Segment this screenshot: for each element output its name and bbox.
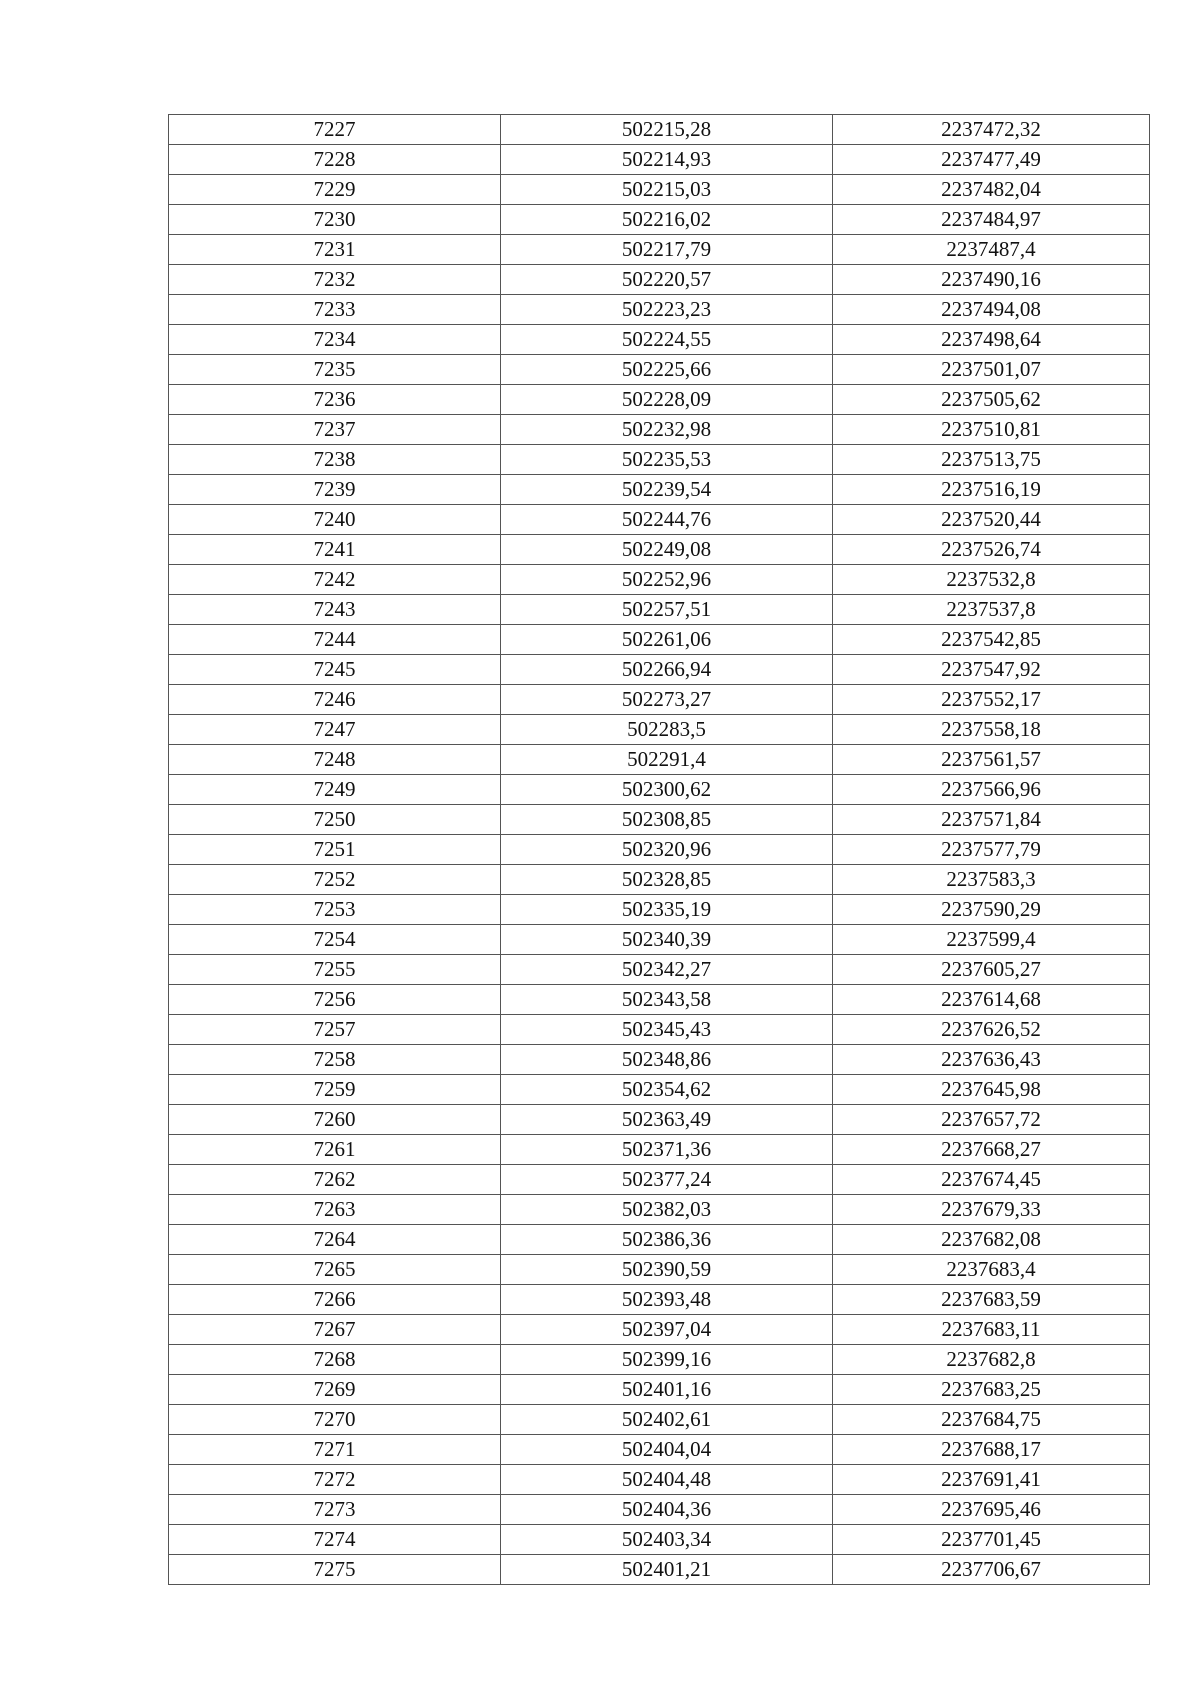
- y-coordinate-cell: 2237577,79: [833, 835, 1150, 865]
- y-coordinate-cell: 2237684,75: [833, 1405, 1150, 1435]
- x-coordinate-cell: 502261,06: [501, 625, 833, 655]
- point-number-cell: 7238: [169, 445, 501, 475]
- point-number-cell: 7233: [169, 295, 501, 325]
- y-coordinate-cell: 2237590,29: [833, 895, 1150, 925]
- y-coordinate-cell: 2237520,44: [833, 505, 1150, 535]
- table-row: [169, 1495, 1150, 1525]
- table-row: [169, 475, 1150, 505]
- point-number-cell: 7235: [169, 355, 501, 385]
- x-coordinate-cell: 502382,03: [501, 1195, 833, 1225]
- table-row: [169, 415, 1150, 445]
- table-row: [169, 685, 1150, 715]
- x-coordinate-cell: 502308,85: [501, 805, 833, 835]
- y-coordinate-cell: 2237701,45: [833, 1525, 1150, 1555]
- point-number-cell: 7256: [169, 985, 501, 1015]
- x-coordinate-cell: 502291,4: [501, 745, 833, 775]
- y-coordinate-cell: 2237501,07: [833, 355, 1150, 385]
- point-number-cell: 7247: [169, 715, 501, 745]
- y-coordinate-cell: 2237668,27: [833, 1135, 1150, 1165]
- x-coordinate-cell: 502402,61: [501, 1405, 833, 1435]
- y-coordinate-cell: 2237605,27: [833, 955, 1150, 985]
- table-row: [169, 295, 1150, 325]
- y-coordinate-cell: 2237679,33: [833, 1195, 1150, 1225]
- table-row: [169, 355, 1150, 385]
- x-coordinate-cell: 502401,21: [501, 1555, 833, 1585]
- table-row: [169, 955, 1150, 985]
- x-coordinate-cell: 502223,23: [501, 295, 833, 325]
- x-coordinate-cell: 502214,93: [501, 145, 833, 175]
- x-coordinate-cell: 502239,54: [501, 475, 833, 505]
- y-coordinate-cell: 2237674,45: [833, 1165, 1150, 1195]
- y-coordinate-cell: 2237532,8: [833, 565, 1150, 595]
- table-row: [169, 595, 1150, 625]
- point-number-cell: 7265: [169, 1255, 501, 1285]
- table-row: [169, 865, 1150, 895]
- point-number-cell: 7272: [169, 1465, 501, 1495]
- table-row: [169, 145, 1150, 175]
- table-row: [169, 805, 1150, 835]
- x-coordinate-cell: 502244,76: [501, 505, 833, 535]
- table-row: [169, 1015, 1150, 1045]
- y-coordinate-cell: 2237561,57: [833, 745, 1150, 775]
- point-number-cell: 7243: [169, 595, 501, 625]
- point-number-cell: 7248: [169, 745, 501, 775]
- point-number-cell: 7236: [169, 385, 501, 415]
- table-row: [169, 265, 1150, 295]
- x-coordinate-cell: 502397,04: [501, 1315, 833, 1345]
- point-number-cell: 7263: [169, 1195, 501, 1225]
- point-number-cell: 7228: [169, 145, 501, 175]
- point-number-cell: 7252: [169, 865, 501, 895]
- y-coordinate-cell: 2237490,16: [833, 265, 1150, 295]
- point-number-cell: 7253: [169, 895, 501, 925]
- table-row: [169, 835, 1150, 865]
- x-coordinate-cell: 502371,36: [501, 1135, 833, 1165]
- point-number-cell: 7273: [169, 1495, 501, 1525]
- x-coordinate-cell: 502257,51: [501, 595, 833, 625]
- x-coordinate-cell: 502235,53: [501, 445, 833, 475]
- x-coordinate-cell: 502320,96: [501, 835, 833, 865]
- table-row: [169, 325, 1150, 355]
- point-number-cell: 7270: [169, 1405, 501, 1435]
- point-number-cell: 7266: [169, 1285, 501, 1315]
- point-number-cell: 7255: [169, 955, 501, 985]
- x-coordinate-cell: 502404,36: [501, 1495, 833, 1525]
- x-coordinate-cell: 502386,36: [501, 1225, 833, 1255]
- x-coordinate-cell: 502401,16: [501, 1375, 833, 1405]
- y-coordinate-cell: 2237513,75: [833, 445, 1150, 475]
- y-coordinate-cell: 2237682,8: [833, 1345, 1150, 1375]
- y-coordinate-cell: 2237552,17: [833, 685, 1150, 715]
- point-number-cell: 7249: [169, 775, 501, 805]
- y-coordinate-cell: 2237683,4: [833, 1255, 1150, 1285]
- table-row: [169, 205, 1150, 235]
- y-coordinate-cell: 2237487,4: [833, 235, 1150, 265]
- x-coordinate-cell: 502216,02: [501, 205, 833, 235]
- point-number-cell: 7260: [169, 1105, 501, 1135]
- x-coordinate-cell: 502225,66: [501, 355, 833, 385]
- point-number-cell: 7261: [169, 1135, 501, 1165]
- point-number-cell: 7251: [169, 835, 501, 865]
- table-row: [169, 385, 1150, 415]
- y-coordinate-cell: 2237472,32: [833, 115, 1150, 145]
- point-number-cell: 7274: [169, 1525, 501, 1555]
- y-coordinate-cell: 2237682,08: [833, 1225, 1150, 1255]
- table-row: [169, 1465, 1150, 1495]
- x-coordinate-cell: 502273,27: [501, 685, 833, 715]
- point-number-cell: 7268: [169, 1345, 501, 1375]
- x-coordinate-cell: 502377,24: [501, 1165, 833, 1195]
- table-row: [169, 1135, 1150, 1165]
- table-row: [169, 895, 1150, 925]
- y-coordinate-cell: 2237583,3: [833, 865, 1150, 895]
- table-row: [169, 1285, 1150, 1315]
- point-number-cell: 7232: [169, 265, 501, 295]
- y-coordinate-cell: 2237537,8: [833, 595, 1150, 625]
- x-coordinate-cell: 502393,48: [501, 1285, 833, 1315]
- table-row: [169, 1345, 1150, 1375]
- y-coordinate-cell: 2237547,92: [833, 655, 1150, 685]
- x-coordinate-cell: 502404,04: [501, 1435, 833, 1465]
- point-number-cell: 7231: [169, 235, 501, 265]
- table-row: [169, 1375, 1150, 1405]
- table-row: [169, 505, 1150, 535]
- y-coordinate-cell: 2237636,43: [833, 1045, 1150, 1075]
- y-coordinate-cell: 2237542,85: [833, 625, 1150, 655]
- point-number-cell: 7250: [169, 805, 501, 835]
- table-row: [169, 445, 1150, 475]
- coordinate-table-body: [169, 115, 1150, 1585]
- point-number-cell: 7257: [169, 1015, 501, 1045]
- x-coordinate-cell: 502390,59: [501, 1255, 833, 1285]
- y-coordinate-cell: 2237688,17: [833, 1435, 1150, 1465]
- y-coordinate-cell: 2237505,62: [833, 385, 1150, 415]
- point-number-cell: 7262: [169, 1165, 501, 1195]
- table-row: [169, 1315, 1150, 1345]
- x-coordinate-cell: 502215,03: [501, 175, 833, 205]
- table-row: [169, 535, 1150, 565]
- x-coordinate-cell: 502403,34: [501, 1525, 833, 1555]
- y-coordinate-cell: 2237645,98: [833, 1075, 1150, 1105]
- x-coordinate-cell: 502266,94: [501, 655, 833, 685]
- table-row: [169, 1405, 1150, 1435]
- table-row: [169, 745, 1150, 775]
- point-number-cell: 7275: [169, 1555, 501, 1585]
- y-coordinate-cell: 2237614,68: [833, 985, 1150, 1015]
- x-coordinate-cell: 502345,43: [501, 1015, 833, 1045]
- point-number-cell: 7229: [169, 175, 501, 205]
- x-coordinate-cell: 502283,5: [501, 715, 833, 745]
- y-coordinate-cell: 2237683,59: [833, 1285, 1150, 1315]
- point-number-cell: 7246: [169, 685, 501, 715]
- x-coordinate-cell: 502300,62: [501, 775, 833, 805]
- point-number-cell: 7271: [169, 1435, 501, 1465]
- point-number-cell: 7237: [169, 415, 501, 445]
- y-coordinate-cell: 2237706,67: [833, 1555, 1150, 1585]
- x-coordinate-cell: 502404,48: [501, 1465, 833, 1495]
- point-number-cell: 7269: [169, 1375, 501, 1405]
- table-row: [169, 1045, 1150, 1075]
- y-coordinate-cell: 2237484,97: [833, 205, 1150, 235]
- table-row: [169, 565, 1150, 595]
- point-number-cell: 7259: [169, 1075, 501, 1105]
- table-row: [169, 1075, 1150, 1105]
- point-number-cell: 7240: [169, 505, 501, 535]
- point-number-cell: 7258: [169, 1045, 501, 1075]
- y-coordinate-cell: 2237626,52: [833, 1015, 1150, 1045]
- coordinate-table: [168, 114, 1150, 1585]
- table-row: [169, 715, 1150, 745]
- y-coordinate-cell: 2237477,49: [833, 145, 1150, 175]
- point-number-cell: 7239: [169, 475, 501, 505]
- x-coordinate-cell: 502342,27: [501, 955, 833, 985]
- point-number-cell: 7234: [169, 325, 501, 355]
- table-row: [169, 625, 1150, 655]
- table-row: [169, 1255, 1150, 1285]
- y-coordinate-cell: 2237516,19: [833, 475, 1150, 505]
- x-coordinate-cell: 502348,86: [501, 1045, 833, 1075]
- y-coordinate-cell: 2237494,08: [833, 295, 1150, 325]
- x-coordinate-cell: 502217,79: [501, 235, 833, 265]
- y-coordinate-cell: 2237683,25: [833, 1375, 1150, 1405]
- x-coordinate-cell: 502363,49: [501, 1105, 833, 1135]
- table-row: [169, 775, 1150, 805]
- table-row: [169, 655, 1150, 685]
- x-coordinate-cell: 502228,09: [501, 385, 833, 415]
- table-row: [169, 235, 1150, 265]
- x-coordinate-cell: 502328,85: [501, 865, 833, 895]
- y-coordinate-cell: 2237510,81: [833, 415, 1150, 445]
- x-coordinate-cell: 502224,55: [501, 325, 833, 355]
- x-coordinate-cell: 502399,16: [501, 1345, 833, 1375]
- table-row: [169, 1435, 1150, 1465]
- point-number-cell: 7230: [169, 205, 501, 235]
- table-row: [169, 1105, 1150, 1135]
- y-coordinate-cell: 2237566,96: [833, 775, 1150, 805]
- point-number-cell: 7264: [169, 1225, 501, 1255]
- table-row: [169, 1555, 1150, 1585]
- point-number-cell: 7244: [169, 625, 501, 655]
- point-number-cell: 7267: [169, 1315, 501, 1345]
- x-coordinate-cell: 502252,96: [501, 565, 833, 595]
- y-coordinate-cell: 2237657,72: [833, 1105, 1150, 1135]
- y-coordinate-cell: 2237599,4: [833, 925, 1150, 955]
- x-coordinate-cell: 502335,19: [501, 895, 833, 925]
- y-coordinate-cell: 2237526,74: [833, 535, 1150, 565]
- y-coordinate-cell: 2237695,46: [833, 1495, 1150, 1525]
- y-coordinate-cell: 2237498,64: [833, 325, 1150, 355]
- x-coordinate-cell: 502220,57: [501, 265, 833, 295]
- x-coordinate-cell: 502249,08: [501, 535, 833, 565]
- point-number-cell: 7242: [169, 565, 501, 595]
- x-coordinate-cell: 502232,98: [501, 415, 833, 445]
- y-coordinate-cell: 2237691,41: [833, 1465, 1150, 1495]
- y-coordinate-cell: 2237571,84: [833, 805, 1150, 835]
- x-coordinate-cell: 502343,58: [501, 985, 833, 1015]
- y-coordinate-cell: 2237558,18: [833, 715, 1150, 745]
- table-row: [169, 175, 1150, 205]
- table-row: [169, 1225, 1150, 1255]
- x-coordinate-cell: 502215,28: [501, 115, 833, 145]
- point-number-cell: 7227: [169, 115, 501, 145]
- point-number-cell: 7245: [169, 655, 501, 685]
- table-row: [169, 1165, 1150, 1195]
- table-row: [169, 115, 1150, 145]
- point-number-cell: 7241: [169, 535, 501, 565]
- table-row: [169, 1195, 1150, 1225]
- table-row: [169, 1525, 1150, 1555]
- table-row: [169, 985, 1150, 1015]
- table-row: [169, 925, 1150, 955]
- y-coordinate-cell: 2237683,11: [833, 1315, 1150, 1345]
- x-coordinate-cell: 502354,62: [501, 1075, 833, 1105]
- x-coordinate-cell: 502340,39: [501, 925, 833, 955]
- point-number-cell: 7254: [169, 925, 501, 955]
- y-coordinate-cell: 2237482,04: [833, 175, 1150, 205]
